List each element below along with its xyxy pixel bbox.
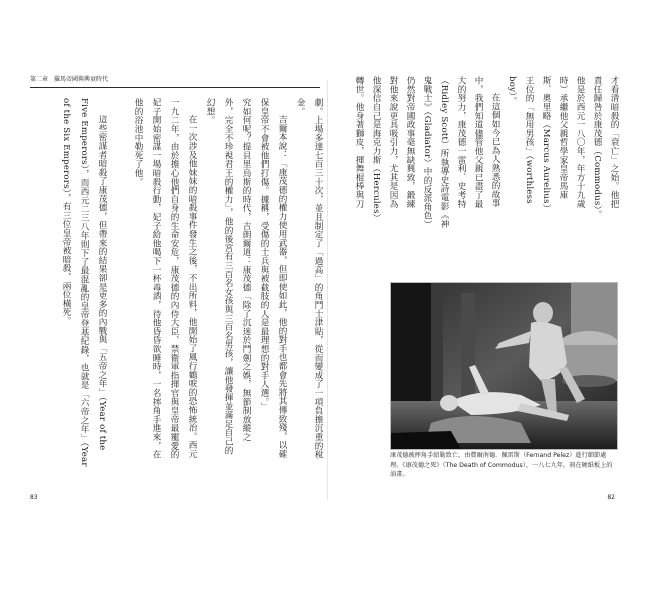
text-column: 斯．奧里略（Marcus Aurelius）: [541, 76, 551, 213]
text-column: 這些密謀者暗殺了康茂德，但帶來的結果卻是更多的內戰與「五帝之年」（Year of the: [97, 115, 107, 451]
page-number: 82: [607, 494, 615, 501]
text-column: 對他來說更具吸引力，尤其是因為: [388, 76, 398, 208]
text-column: 大的努力，康茂德一雷利．史考特: [456, 76, 466, 208]
text-column: （Ridley Scott）所執導史詩電影《神: [439, 76, 449, 229]
text-column: 轉世。他身著獅皮，揮舞棍棒與刀: [354, 76, 364, 208]
text-column: 責任歸咎於康茂德（Commodus）。: [592, 76, 602, 219]
text-column: 中，我們知道儘管他父親已盡了最: [473, 76, 483, 208]
text-column: 仍然對帝國政事毫無缺興致，鍛練: [405, 76, 415, 208]
text-column: 他深信自己是海克力斯（Hercules）: [371, 76, 381, 223]
text-column: of the Six Emperors），有三位皇帝被暗殺，兩位橫死。: [61, 98, 71, 326]
text-column: 在這個如今已為人熟悉的故事: [490, 93, 500, 208]
right-page: [330, 76, 625, 508]
text-column: 究如何呢？提貝里烏斯的時代，吉朗爾道：康茂德「除了沉迷於鬥劍之娛，無節制放縱之: [241, 98, 251, 442]
figure-caption: 康茂德被摔角手紹勒致亡，由費爾南德．佩雷斯（Fernand Pelez）進行細節處理。《康茂德之死》（The Death of Commodus），一八七九年，刻在硬紙板上的油畫。: [390, 452, 613, 478]
text-column: 幻想。: [205, 98, 215, 125]
text-column: 劇。上場多達七百三十次，並且制定了「過高」的角鬥士津貼，從而變成了一項負擔沉重的稅: [313, 98, 323, 459]
painting-figure: [390, 282, 618, 450]
text-column: 鬼戰士》（Gladiator）中的反派角色）: [422, 76, 432, 229]
text-column: 他是於西元一八〇年，年方十九歲: [575, 76, 585, 208]
text-column: boy）。: [507, 76, 517, 106]
text-column: 妃子開始密謀一場暗殺行動，妃子給他喝下一杯毒酒，待他昏昏欲睡時，一名摔角手進來，在: [151, 98, 161, 459]
left-page: [30, 76, 325, 508]
death-of-commodus-painting: [391, 283, 617, 449]
text-column: 在一次涉及他妹妹的暗殺事件發生之後，不出所料，他開始了風行鶴唳的恐怖統治。西元: [187, 115, 197, 459]
text-column: 王位的「無用男孩」（worthless: [524, 76, 534, 204]
chapter-header: 第二章 羅馬帝國與興衰時代: [30, 76, 109, 83]
header-rule: [30, 87, 320, 88]
page-number: 83: [30, 494, 38, 501]
page-gutter: [327, 80, 328, 500]
text-column: 外，完全不珍視君王的權力」，他的後宮有三百名女孩與三百名男孩，讓他發揮並滿足自己的: [223, 98, 233, 455]
text-column: 保皇帝不會被他們打傷。據稱，受傷的士兵與被截肢的人是最理想的對手人選。」: [259, 98, 269, 411]
text-column: Five Emperors），而西元二三八年則下了最混亂的皇帝登基紀錄，也就是「六帝之年」（Year: [79, 98, 89, 467]
text-column: 時）承繼他父親哲學家皇帝馬庫: [558, 76, 568, 200]
text-column: 他的浴池中勒死了他。: [133, 98, 143, 186]
text-column: 一九二年，由於擔心他們自身的生命安危，康茂德的內侍大臣、禁衛軍指揮官與皇帝最寵愛的: [169, 98, 179, 459]
text-column: 才看清暗殺的「衰亡」之始。他把: [609, 76, 619, 208]
text-column: 吉爾本說：「康茂德的權力使用武器，但即使如此，他的對手也都會先將其傳致殘，以確: [277, 115, 287, 459]
text-column: 金。: [295, 98, 305, 116]
